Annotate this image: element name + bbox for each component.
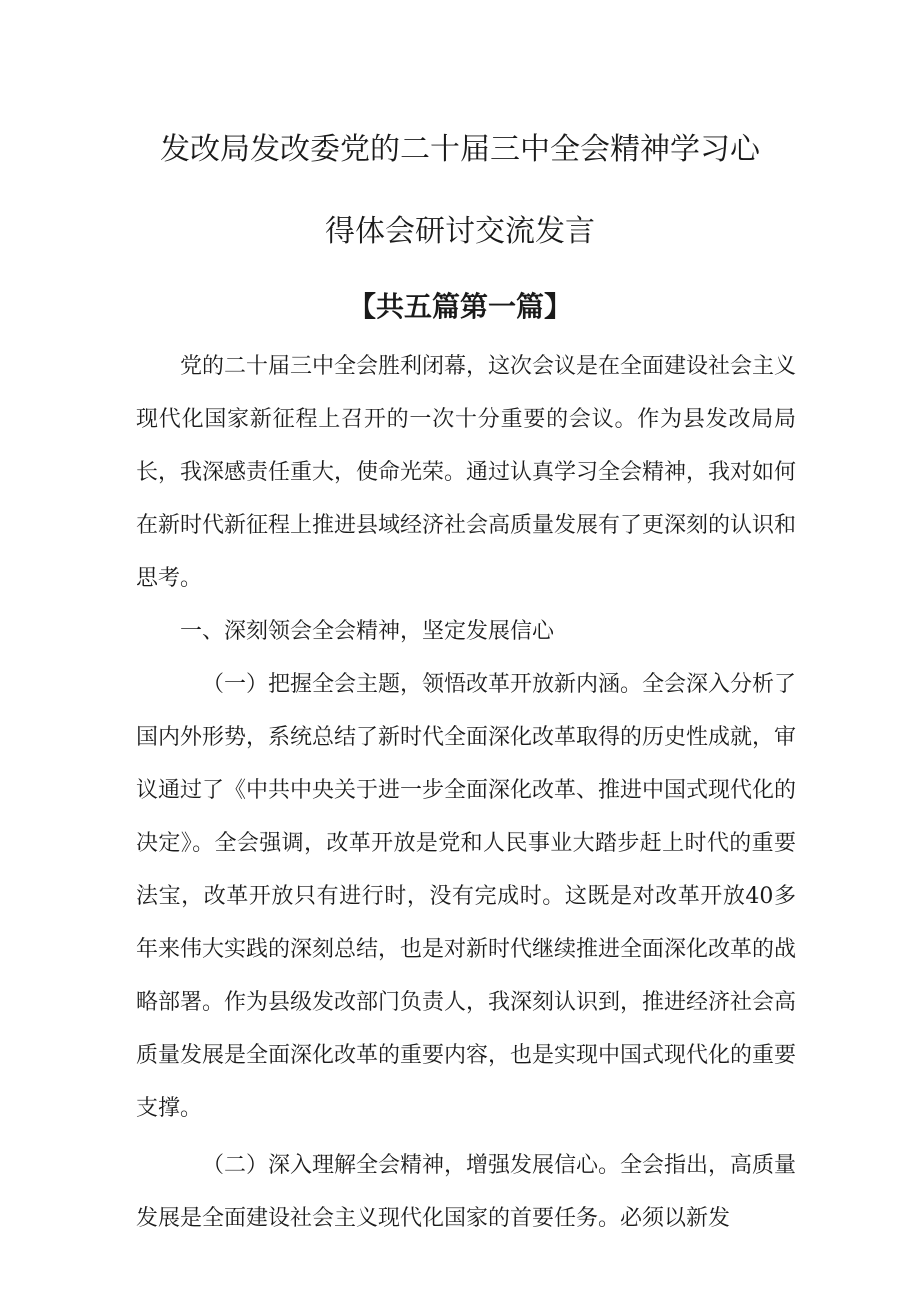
document-title-line-2: 得体会研讨交流发言 xyxy=(325,214,595,249)
paragraph-intro: 党的二十届三中全会胜利闭幕，这次会议是在全面建设社会主义现代化国家新征程上召开的一次十分重要的会议。作为县发改局局长，我深感责任重大，使命光荣。通过认真学习全会精神，我对如何在新时代新征程上推进县域经济社会高质量发展有了更深刻的认识和思考。 xyxy=(136,354,797,591)
paragraph-subsection-1: （一）把握全会主题，领悟改革开放新内涵。全会深入分析了国内外形势，系统总结了新时代全面深化改革取得的历史性成就，审议通过了《中共中央关于进一步全面深化改革、推进中国式现代化的决定》。全会强调，改革开放是党和人民事业大踏步赶上时代的重要法宝，改革开放只有进行时，没有完成时。这既是对改革开放40多年来伟大实践的深刻总结，也是对新时代继续推进全面深化改革的战略部署。作为县级发改部门负责人，我深刻认识到，推进经济社会高质量发展是全面深化改革的重要内容，也是实现中国式现代化的重要支撑。 xyxy=(136,672,797,1121)
document-title-line-1: 发改局发改委党的二十届三中全会精神学习心 xyxy=(160,132,760,167)
document-subtitle: 【共五篇第一篇】 xyxy=(347,290,572,323)
section-heading-1: 一、深刻领会全会精神，坚定发展信心 xyxy=(180,619,555,644)
document-body xyxy=(136,340,796,1245)
paragraph-subsection-2: （二）深入理解全会精神，增强发展信心。全会指出，高质量发展是全面建设社会主义现代化国家的首要任务。必须以新发 xyxy=(136,1153,797,1231)
